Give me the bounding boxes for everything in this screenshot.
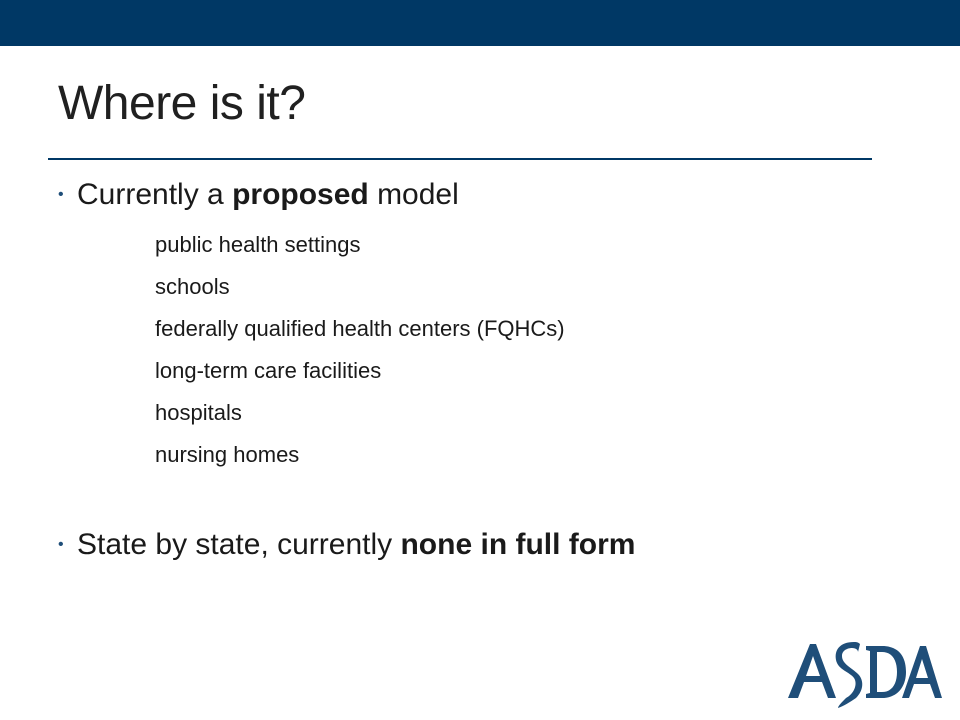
top-header-band bbox=[0, 0, 960, 46]
setting-sublist bbox=[155, 226, 565, 478]
bullet-1 bbox=[58, 178, 459, 212]
sub-item: public health settings bbox=[155, 232, 361, 257]
bullet-dot-icon: • bbox=[58, 186, 64, 203]
bullet-2-emphasis: none in full form bbox=[400, 528, 636, 561]
sub-item: schools bbox=[155, 274, 230, 299]
bullet-1-text bbox=[77, 178, 459, 212]
title-divider bbox=[48, 158, 872, 160]
bullet-dot-icon: • bbox=[58, 536, 64, 553]
bullet-2-text bbox=[77, 528, 635, 562]
logo-letter-s bbox=[836, 642, 863, 708]
bullet-1-pre: Currently a bbox=[77, 178, 233, 211]
bullet-1-post: model bbox=[368, 178, 459, 211]
slide-title: Where is it? bbox=[58, 77, 306, 130]
sub-item: nursing homes bbox=[155, 442, 300, 467]
sub-item: long-term care facilities bbox=[155, 358, 382, 383]
logo-letter-d bbox=[866, 646, 906, 698]
sub-item: hospitals bbox=[155, 400, 242, 425]
asda-logo bbox=[784, 632, 942, 710]
bullet-1-emphasis: proposed bbox=[232, 178, 369, 211]
bullet-2-pre: State by state, currently bbox=[77, 528, 401, 561]
sub-item: federally qualified health centers (FQHCs) bbox=[155, 316, 565, 341]
logo-letter-a-2 bbox=[902, 646, 942, 698]
bullet-2 bbox=[58, 528, 635, 562]
logo-letter-a-1 bbox=[788, 644, 836, 698]
